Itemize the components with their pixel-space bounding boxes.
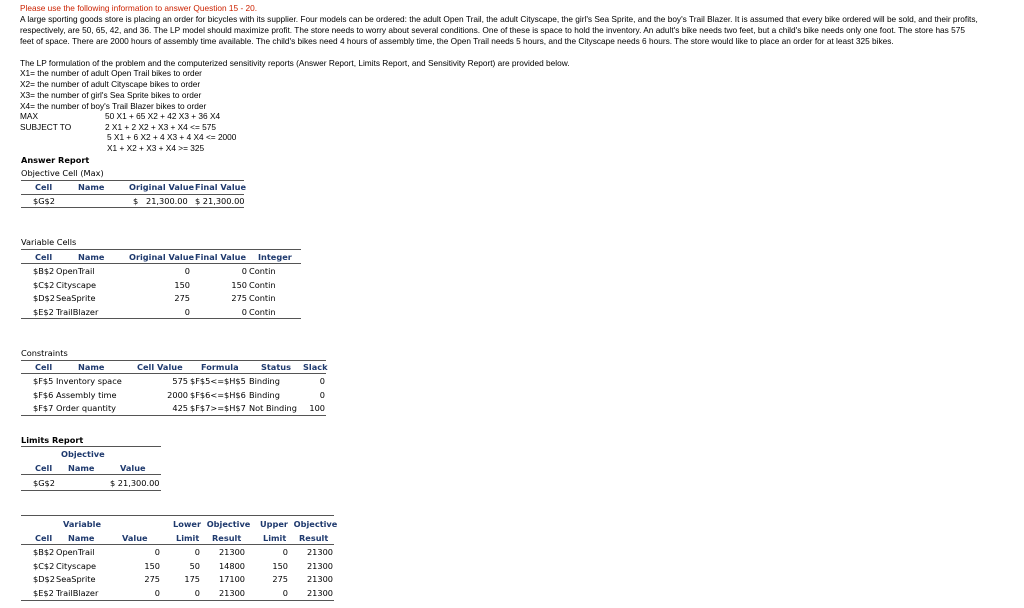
col-header-value: Value — [120, 463, 146, 473]
var-name: SeaSprite — [56, 293, 96, 303]
lim-lower-limit: 0 — [194, 588, 200, 598]
obj-final-value: $ 21,300.00 — [195, 196, 245, 206]
lim-value: 150 — [144, 561, 160, 571]
limits-obj-value: $ 21,300.00 — [110, 478, 160, 488]
lim-upper-limit: 0 — [282, 588, 288, 598]
var-cell: $D$2 — [33, 293, 55, 303]
lim-lower-limit: 0 — [194, 547, 200, 557]
group-header-variable: Variable — [63, 519, 102, 529]
var-original: 0 — [184, 266, 190, 276]
objective-function: 50 X1 + 65 X2 + 42 X3 + 36 X4 — [105, 111, 221, 121]
divider — [21, 474, 161, 475]
problem-paragraph: A large sporting goods store is placing an order for bicycles with its supplier. Four models can be ordered: the adult Open Trail, the adult Cityscape, the girl's Sea Sprite, and the boy's Trail Blazer. It is assumed that every bike ordered will be sold, and their profits, respectively, are 50, 65, 42, and 36. The LP model should maximize profit. The store needs to worry about several conditions. One of these is space to hold the inventory. An adult's bike needs two feet, but a child's bike needs only one foot. The store has 575 feet of space. There are 2000 hours of assembly time available. The child's bikes need 4 hours of assembly time, the Open Trail needs 5 hours, and the Cityscape needs 6 hours. The store would like to place an order for at least 325 bikes. — [20, 14, 978, 46]
lim-name: OpenTrail — [56, 547, 95, 557]
lim-cell: $E$2 — [33, 588, 54, 598]
lim-cell: $D$2 — [33, 574, 55, 584]
divider — [21, 360, 326, 361]
col-header-upper-result: Result — [299, 533, 329, 543]
lim-upper-limit: 150 — [272, 561, 288, 571]
lim-name: TrailBlazer — [56, 588, 99, 598]
lim-cell: $C$2 — [33, 561, 55, 571]
col-header-name: Name — [68, 463, 95, 473]
constraint-2: 5 X1 + 6 X2 + 4 X3 + 4 X4 <= 2000 — [107, 132, 237, 142]
var-final: 0 — [241, 266, 247, 276]
lim-upper-result: 21300 — [306, 574, 333, 584]
var-def-x2: X2= the number of adult Cityscape bikes to order — [20, 79, 201, 89]
col-header-cell: Cell — [35, 362, 53, 372]
divider — [21, 263, 301, 264]
group-header-lower: Lower Objective — [173, 519, 251, 529]
var-cell: $E$2 — [33, 307, 54, 317]
obj-original-value: $ 21,300.00 — [133, 196, 188, 206]
con-status: Binding — [249, 390, 280, 400]
divider — [21, 490, 161, 491]
lim-lower-limit: 175 — [184, 574, 200, 584]
col-header-upper-limit: Limit — [263, 533, 287, 543]
var-final: 150 — [231, 280, 247, 290]
col-header-cell-value: Cell Value — [137, 362, 183, 372]
variable-cells-title: Variable Cells — [21, 237, 77, 247]
objective-cell-title: Objective Cell (Max) — [21, 168, 104, 178]
constraint-3: X1 + X2 + X3 + X4 >= 325 — [107, 143, 205, 153]
divider — [21, 318, 301, 319]
lim-name: SeaSprite — [56, 574, 96, 584]
con-status: Binding — [249, 376, 280, 386]
col-header-integer: Integer — [258, 252, 292, 262]
col-header-name: Name — [78, 362, 105, 372]
divider — [21, 373, 326, 374]
con-formula: $F$5<=$H$5 — [190, 376, 246, 386]
col-header-final: Final Value — [195, 252, 247, 262]
con-cell: $F$7 — [33, 403, 54, 413]
col-header-status: Status — [261, 362, 291, 372]
lim-upper-limit: 0 — [282, 547, 288, 557]
var-def-x4: X4= the number of boy's Trail Blazer bikes to order — [20, 101, 207, 111]
divider — [21, 600, 334, 601]
limits-obj-cell: $G$2 — [33, 478, 55, 488]
col-header-original: Original Value — [129, 182, 195, 192]
con-formula: $F$7>=$H$7 — [190, 403, 246, 413]
divider — [21, 194, 244, 195]
con-name: Inventory space — [56, 376, 122, 386]
lim-value: 0 — [154, 588, 160, 598]
con-cell-value: 575 — [172, 376, 188, 386]
col-header-lower-result: Result — [212, 533, 242, 543]
limits-report-title: Limits Report — [21, 435, 84, 445]
divider — [21, 180, 244, 181]
col-header-name: Name — [78, 252, 105, 262]
col-header-name: Name — [68, 533, 95, 543]
constraints-title: Constraints — [21, 348, 68, 358]
con-cell-value: 425 — [172, 403, 188, 413]
lim-upper-result: 21300 — [306, 547, 333, 557]
col-header-lower-limit: Limit — [176, 533, 200, 543]
divider — [21, 415, 326, 416]
var-integer: Contin — [249, 280, 276, 290]
col-header-cell: Cell — [35, 463, 53, 473]
var-original: 275 — [174, 293, 190, 303]
var-def-x3: X3= the number of girl's Sea Sprite bikes to order — [20, 90, 202, 100]
var-original: 150 — [174, 280, 190, 290]
var-name: OpenTrail — [56, 266, 95, 276]
con-name: Assembly time — [56, 390, 117, 400]
var-def-x1: X1= the number of adult Open Trail bikes to order — [20, 68, 202, 78]
lim-lower-result: 21300 — [218, 588, 245, 598]
lim-lower-result: 17100 — [218, 574, 245, 584]
con-slack: 100 — [309, 403, 325, 413]
group-header-upper: Upper Objective — [260, 519, 338, 529]
var-integer: Contin — [249, 307, 276, 317]
group-header-objective: Objective — [61, 449, 105, 459]
answer-report-title: Answer Report — [21, 155, 90, 165]
col-header-slack: Slack — [303, 362, 328, 372]
divider — [21, 515, 334, 516]
lim-value: 275 — [144, 574, 160, 584]
col-header-cell: Cell — [35, 252, 53, 262]
lim-upper-result: 21300 — [306, 561, 333, 571]
divider — [21, 207, 244, 208]
divider — [21, 446, 161, 447]
var-name: TrailBlazer — [56, 307, 99, 317]
lim-lower-result: 14800 — [218, 561, 245, 571]
lim-upper-result: 21300 — [306, 588, 333, 598]
con-slack: 0 — [319, 390, 325, 400]
con-formula: $F$6<=$H$6 — [190, 390, 246, 400]
formulation-line: The LP formulation of the problem and the computerized sensitivity reports (Answer Report, Limits Report, and Sensitivity Report) are provided below. — [20, 58, 570, 68]
var-cell: $B$2 — [33, 266, 55, 276]
obj-cell: $G$2 — [33, 196, 55, 206]
lim-value: 0 — [154, 547, 160, 557]
lim-lower-result: 21300 — [218, 547, 245, 557]
lim-upper-limit: 275 — [272, 574, 288, 584]
con-cell: $F$5 — [33, 376, 54, 386]
col-header-cell: Cell — [35, 182, 53, 192]
col-header-original: Original Value — [129, 252, 195, 262]
col-header-final: Final Value — [195, 182, 247, 192]
var-integer: Contin — [249, 293, 276, 303]
col-header-formula: Formula — [201, 362, 239, 372]
constraint-1: 2 X1 + 2 X2 + X3 + X4 <= 575 — [105, 122, 216, 132]
var-final: 0 — [241, 307, 247, 317]
var-name: Cityscape — [56, 280, 97, 290]
lim-cell: $B$2 — [33, 547, 55, 557]
col-header-cell: Cell — [35, 533, 53, 543]
con-cell-value: 2000 — [167, 390, 188, 400]
con-name: Order quantity — [56, 403, 117, 413]
var-final: 275 — [231, 293, 247, 303]
var-original: 0 — [184, 307, 190, 317]
divider — [21, 249, 301, 250]
con-slack: 0 — [319, 376, 325, 386]
con-cell: $F$6 — [33, 390, 54, 400]
var-cell: $C$2 — [33, 280, 55, 290]
subject-to-label: SUBJECT TO — [20, 122, 72, 132]
max-label: MAX — [20, 111, 38, 121]
col-header-value: Value — [122, 533, 148, 543]
instruction-line: Please use the following information to answer Question 15 - 20. — [20, 3, 258, 13]
var-integer: Contin — [249, 266, 276, 276]
divider — [21, 544, 334, 545]
con-status: Not Binding — [249, 403, 297, 413]
lim-lower-limit: 50 — [189, 561, 200, 571]
lim-name: Cityscape — [56, 561, 97, 571]
col-header-name: Name — [78, 182, 105, 192]
